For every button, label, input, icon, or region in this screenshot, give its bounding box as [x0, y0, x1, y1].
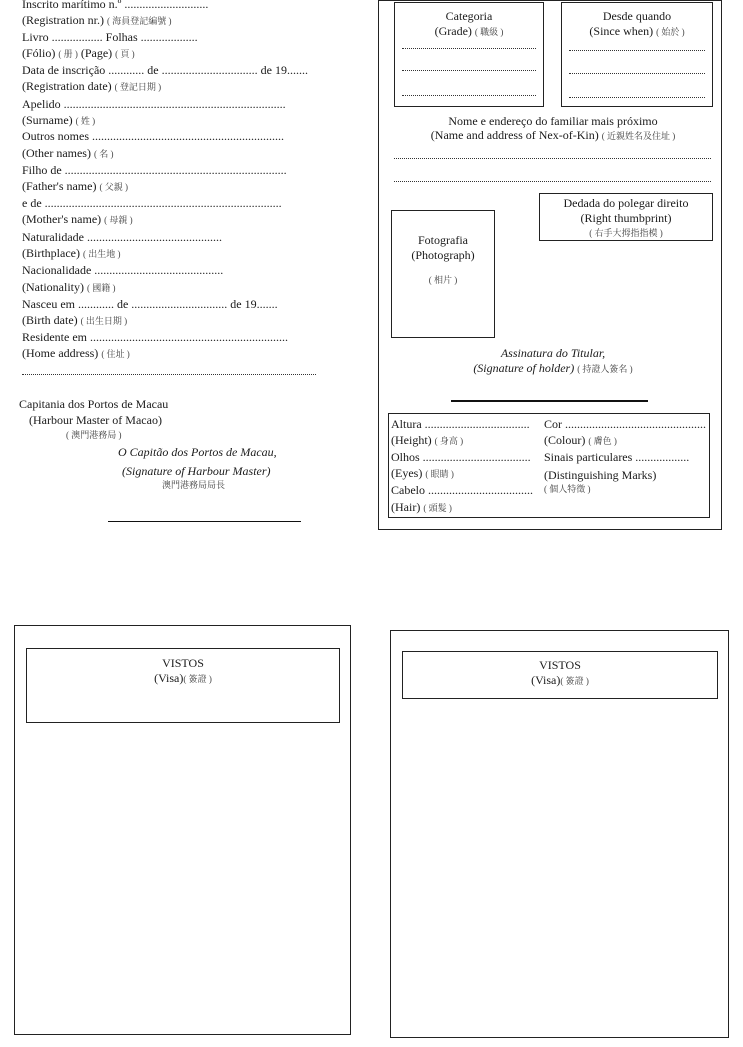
field-row[interactable]: Naturalidade .............................................	[22, 230, 222, 244]
address-field[interactable]	[22, 374, 316, 375]
field-row: (Birth date) ( 出生日期 )	[22, 313, 128, 327]
eyes-field[interactable]: Olhos ....................................	[391, 450, 531, 464]
kin-field[interactable]	[394, 181, 711, 182]
grade-field[interactable]	[402, 95, 536, 96]
since-box: Desde quando (Since when) ( 始於 )	[561, 2, 713, 107]
field-row[interactable]: Outros nomes ................................................................	[22, 129, 284, 143]
kin-field[interactable]	[394, 158, 711, 159]
captain: O Capitão dos Portos de Macau,	[118, 445, 277, 459]
marks-field[interactable]: Sinais particulares ..................	[544, 450, 690, 464]
photo-box: Fotografia (Photograph) ( 相片 )	[391, 210, 495, 338]
since-field[interactable]	[569, 73, 705, 74]
authority-en: (Harbour Master of Macao)	[29, 413, 162, 427]
field-row: (Nationality) ( 國籍 )	[22, 280, 116, 294]
grade-field[interactable]	[402, 48, 536, 49]
since-field[interactable]	[569, 50, 705, 51]
height-field[interactable]: Altura ...................................	[391, 417, 530, 431]
field-row[interactable]: Filho de ..........................................................................	[22, 163, 287, 177]
field-row: (Registration nr.) ( 海員登記編號 )	[22, 13, 172, 27]
field-row[interactable]: Apelido ..........................................................................	[22, 97, 286, 111]
visa-header-right: VISTOS (Visa)( 簽證 )	[402, 651, 718, 699]
field-row: (Home address) ( 住址 )	[22, 346, 130, 360]
since-field[interactable]	[569, 97, 705, 98]
captain-en: (Signature of Harbour Master)	[122, 464, 271, 478]
field-row[interactable]: Nacionalidade ...........................................	[22, 263, 224, 277]
colour-field[interactable]: Cor ...............................................	[544, 417, 706, 431]
field-row: (Mother's name) ( 母親 )	[22, 212, 133, 226]
holder-signature-line[interactable]	[451, 400, 648, 402]
harbour-master-signature-line	[108, 521, 301, 522]
field-row: (Father's name) ( 父親 )	[22, 179, 128, 193]
field-row[interactable]: Livro ................. Folhas ...................	[22, 30, 198, 44]
field-row[interactable]: Data de inscrição ............ de ................................ de 19.......	[22, 63, 308, 77]
grade-field[interactable]	[402, 70, 536, 71]
field-row: (Registration date) ( 登記日期 )	[22, 79, 162, 93]
holder-signature-label: Assinatura do Titular,	[500, 346, 606, 360]
field-row[interactable]: Residente em ..................................................................	[22, 330, 288, 344]
authority-zh: ( 澳門港務局 )	[66, 430, 122, 440]
grade-label: Categoria	[445, 9, 493, 23]
field-row: (Other names) ( 名 )	[22, 146, 114, 160]
since-label: Desde quando	[602, 9, 672, 23]
authority: Capitania dos Portos de Macau	[19, 397, 169, 411]
field-row[interactable]: Nasceu em ............ de ................................ de 19.......	[22, 297, 278, 311]
field-row[interactable]: Inscrito marítimo n.º ............................	[22, 0, 209, 11]
captain-zh: 澳門港務局局長	[162, 480, 226, 490]
grade-box: Categoria (Grade) ( 職級 )	[394, 2, 544, 107]
field-row: (Fólio) ( 册 ) (Page) ( 頁 )	[22, 46, 135, 60]
field-row[interactable]: e de ...............................................................................	[22, 196, 282, 210]
kin-label: Nome e endereço do familiar mais próximo	[448, 114, 658, 128]
visa-header-left: VISTOS (Visa)( 簽證 )	[26, 648, 340, 723]
hair-field[interactable]: Cabelo ...................................	[391, 483, 533, 497]
kin-label-en: (Name and address of Nex-of-Kin) ( 近親姓名及住址 )	[430, 128, 676, 142]
thumbprint-box: Dedada do polegar direito (Right thumbprint) ( 右手大拇指指模 )	[539, 193, 713, 241]
field-row: (Surname) ( 姓 )	[22, 113, 96, 127]
field-row: (Birthplace) ( 出生地 )	[22, 246, 121, 260]
